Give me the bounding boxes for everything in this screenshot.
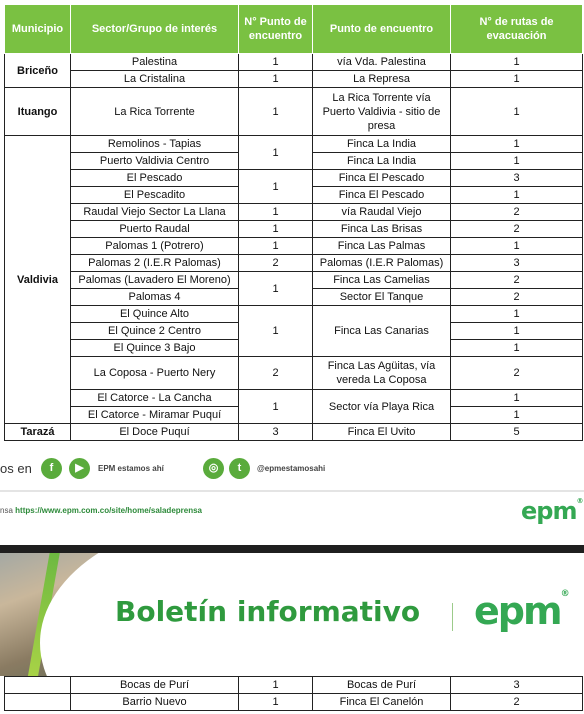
- table-row: [5, 204, 583, 221]
- footer-divider: [0, 490, 584, 492]
- table-row: [5, 694, 583, 711]
- n-punto-cell: 1: [239, 694, 313, 711]
- sector-cell: Barrio Nuevo: [71, 694, 239, 711]
- municipio-cell: [5, 694, 71, 711]
- header-n-punto: N° Punto de encuentro: [239, 5, 313, 54]
- punto-cell: La Rica Torrente vía Puerto Valdivia - sitio de presa: [313, 88, 451, 136]
- rutas-cell: 3: [451, 677, 583, 694]
- punto-cell: Finca Las Palmas: [313, 238, 451, 255]
- punto-cell: Finca Las Agüitas, vía vereda La Coposa: [313, 357, 451, 390]
- table-row: [5, 71, 583, 88]
- registered-mark: ®: [576, 497, 583, 505]
- municipio-cell: Valdivia: [5, 136, 71, 424]
- rutas-cell: 3: [451, 255, 583, 272]
- sector-cell: El Quince 2 Centro: [71, 323, 239, 340]
- rutas-cell: 2: [451, 204, 583, 221]
- rutas-cell: 1: [451, 88, 583, 136]
- punto-cell: vía Vda. Palestina: [313, 54, 451, 71]
- punto-cell: Finca Las Camelias: [313, 272, 451, 289]
- header-municipio: Municipio: [5, 5, 71, 54]
- table-row: [5, 677, 583, 694]
- punto-cell: Finca El Uvito: [313, 424, 451, 441]
- banner-title: Boletín informativo: [115, 595, 421, 628]
- registered-mark: ®: [560, 589, 568, 599]
- rutas-cell: 2: [451, 357, 583, 390]
- table-row: [5, 88, 583, 136]
- instagram-icon[interactable]: ◎: [203, 458, 224, 479]
- sector-cell: El Quince Alto: [71, 306, 239, 323]
- n-punto-cell: 1: [239, 136, 313, 170]
- sector-cell: Palomas 4: [71, 289, 239, 306]
- epm-logo-text: epm: [521, 497, 577, 525]
- sector-cell: Puerto Raudal: [71, 221, 239, 238]
- bulletin-banner: [0, 553, 584, 676]
- n-punto-cell: 1: [239, 88, 313, 136]
- table-header-row: [5, 5, 583, 54]
- sector-cell: El Catorce - Miramar Puquí: [71, 407, 239, 424]
- punto-cell: Palomas (I.E.R Palomas): [313, 255, 451, 272]
- n-punto-cell: 2: [239, 357, 313, 390]
- page-separator: [0, 545, 584, 553]
- sector-cell: Raudal Viejo Sector La Llana: [71, 204, 239, 221]
- epm-logo-small: [521, 497, 582, 525]
- evacuation-table: [4, 4, 583, 441]
- sector-cell: Remolinos - Tapias: [71, 136, 239, 153]
- table-row: [5, 221, 583, 238]
- punto-cell: Finca La India: [313, 153, 451, 170]
- table-row: [5, 238, 583, 255]
- sector-cell: El Quince 3 Bajo: [71, 340, 239, 357]
- n-punto-cell: 1: [239, 677, 313, 694]
- rutas-cell: 1: [451, 407, 583, 424]
- table-row: [5, 170, 583, 187]
- rutas-cell: 1: [451, 54, 583, 71]
- sector-cell: El Pescadito: [71, 187, 239, 204]
- punto-cell: Sector vía Playa Rica: [313, 390, 451, 424]
- rutas-cell: 2: [451, 289, 583, 306]
- sector-cell: Palestina: [71, 54, 239, 71]
- table-row: [5, 357, 583, 390]
- rutas-cell: 2: [451, 272, 583, 289]
- sector-cell: La Coposa - Puerto Nery: [71, 357, 239, 390]
- sector-cell: Bocas de Purí: [71, 677, 239, 694]
- municipio-cell: [5, 677, 71, 694]
- table-row: [5, 136, 583, 153]
- sector-cell: El Pescado: [71, 170, 239, 187]
- twitter-text: @epmestamosahi: [257, 464, 326, 473]
- municipio-cell: Briceño: [5, 54, 71, 88]
- social-lead-text: os en: [0, 461, 32, 476]
- table-row: [5, 390, 583, 407]
- table-row: [5, 255, 583, 272]
- rutas-cell: 1: [451, 306, 583, 323]
- header-sector: Sector/Grupo de interés: [71, 5, 239, 54]
- banner-separator: [452, 603, 453, 631]
- epm-logo-large: [474, 589, 568, 633]
- sector-cell: El Doce Puquí: [71, 424, 239, 441]
- n-punto-cell: 1: [239, 238, 313, 255]
- social-footer: [0, 455, 584, 485]
- punto-cell: Bocas de Purí: [313, 677, 451, 694]
- punto-cell: vía Raudal Viejo: [313, 204, 451, 221]
- sector-cell: Palomas 2 (I.E.R Palomas): [71, 255, 239, 272]
- table-row: [5, 306, 583, 323]
- punto-cell: Finca El Pescado: [313, 170, 451, 187]
- facebook-icon[interactable]: f: [41, 458, 62, 479]
- youtube-text: EPM estamos ahí: [98, 464, 164, 473]
- sector-cell: La Cristalina: [71, 71, 239, 88]
- header-rutas: N° de rutas de evacuación: [451, 5, 583, 54]
- n-punto-cell: 2: [239, 255, 313, 272]
- press-prefix: nsa: [0, 506, 13, 515]
- sector-cell: Palomas 1 (Potrero): [71, 238, 239, 255]
- table-row: [5, 424, 583, 441]
- twitter-icon[interactable]: t: [229, 458, 250, 479]
- rutas-cell: 1: [451, 153, 583, 170]
- n-punto-cell: 1: [239, 71, 313, 88]
- n-punto-cell: 1: [239, 170, 313, 204]
- sector-cell: Puerto Valdivia Centro: [71, 153, 239, 170]
- n-punto-cell: 1: [239, 221, 313, 238]
- punto-cell: Finca Las Brisas: [313, 221, 451, 238]
- punto-cell: Finca Las Canarias: [313, 306, 451, 357]
- sector-cell: La Rica Torrente: [71, 88, 239, 136]
- punto-cell: La Represa: [313, 71, 451, 88]
- rutas-cell: 2: [451, 694, 583, 711]
- rutas-cell: 1: [451, 323, 583, 340]
- rutas-cell: 1: [451, 340, 583, 357]
- rutas-cell: 5: [451, 424, 583, 441]
- punto-cell: Finca El Pescado: [313, 187, 451, 204]
- municipio-cell: Ituango: [5, 88, 71, 136]
- youtube-icon[interactable]: ▶: [69, 458, 90, 479]
- punto-cell: Finca El Canelón: [313, 694, 451, 711]
- evacuation-table-continued: [4, 676, 583, 711]
- press-line: [0, 506, 202, 515]
- n-punto-cell: 3: [239, 424, 313, 441]
- n-punto-cell: 1: [239, 54, 313, 71]
- sector-cell: El Catorce - La Cancha: [71, 390, 239, 407]
- punto-cell: Finca La India: [313, 136, 451, 153]
- rutas-cell: 2: [451, 221, 583, 238]
- epm-logo-text: epm: [474, 589, 561, 633]
- punto-cell: Sector El Tanque: [313, 289, 451, 306]
- table-row: [5, 272, 583, 289]
- rutas-cell: 1: [451, 71, 583, 88]
- rutas-cell: 1: [451, 187, 583, 204]
- n-punto-cell: 1: [239, 390, 313, 424]
- sector-cell: Palomas (Lavadero El Moreno): [71, 272, 239, 289]
- n-punto-cell: 1: [239, 204, 313, 221]
- table-row: [5, 54, 583, 71]
- rutas-cell: 1: [451, 136, 583, 153]
- municipio-cell: Tarazá: [5, 424, 71, 441]
- rutas-cell: 1: [451, 238, 583, 255]
- rutas-cell: 1: [451, 390, 583, 407]
- rutas-cell: 3: [451, 170, 583, 187]
- header-punto: Punto de encuentro: [313, 5, 451, 54]
- press-url-link[interactable]: https://www.epm.com.co/site/home/saladeprensa: [15, 506, 203, 515]
- n-punto-cell: 1: [239, 272, 313, 306]
- n-punto-cell: 1: [239, 306, 313, 357]
